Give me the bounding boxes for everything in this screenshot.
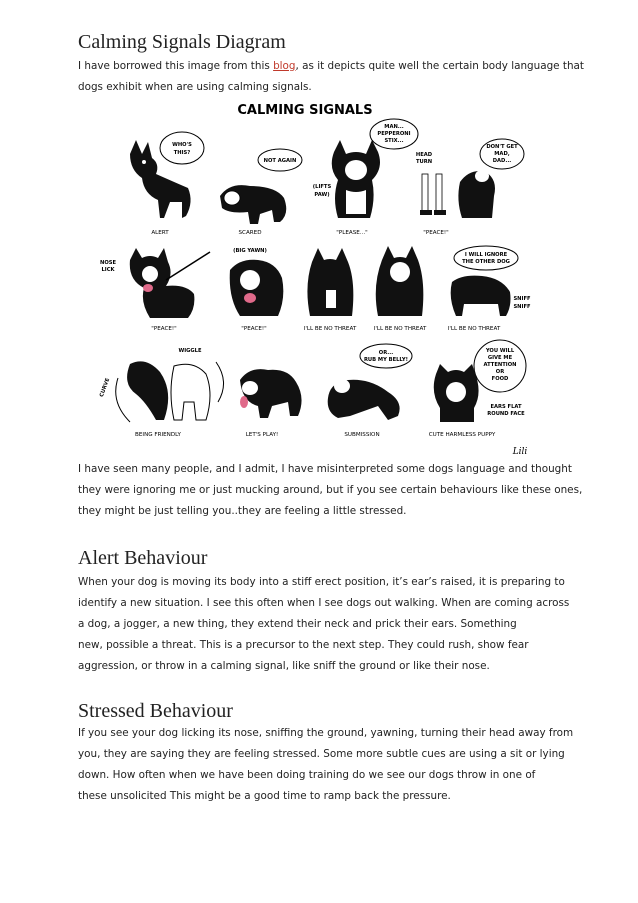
bubble-whos-this: [160, 132, 204, 164]
dogs-being-friendly: [116, 361, 224, 422]
caption-threat-1: I'LL BE NO THREAT: [303, 326, 357, 332]
paragraph-line: down. How often when we have been doing training do we see our dogs throw in one of: [78, 769, 536, 781]
bubble-dont-get-mad: [480, 139, 524, 169]
bubble-text: STIX...: [384, 138, 404, 144]
label-head: HEAD: [415, 152, 433, 158]
label-turn: TURN: [415, 159, 433, 165]
caption-threat-3: I'LL BE NO THREAT: [447, 326, 501, 332]
caption-puppy: CUTE HARMLESS PUPPY: [428, 432, 496, 438]
stress-intro-paragraph: [78, 459, 583, 522]
bubble-text: I WILL IGNORE: [464, 252, 508, 258]
bubble-text: OR: [495, 369, 505, 375]
paragraph-line: I have seen many people, and I admit, I have misinterpreted some dogs language and thought: [78, 463, 572, 475]
label-ears-flat: EARS FLAT: [490, 404, 522, 410]
caption-threat-2: I'LL BE NO THREAT: [373, 326, 427, 332]
blog-link[interactable]: blog: [273, 60, 296, 72]
calming-signals-illustration: [90, 102, 540, 464]
label-lifts: (LIFTS: [312, 184, 332, 190]
figure-title: CALMING SIGNALS: [237, 103, 373, 118]
paragraph-line: they were ignoring me or just mucking around, but if you see certain behaviours like these ones,: [78, 484, 583, 496]
paragraph-line: you, they are saying they are feeling stressed. Some more subtle cues are using a sit or lying: [78, 748, 565, 760]
dog-cute-puppy: [434, 364, 479, 422]
caption-play: LET'S PLAY!: [245, 432, 279, 438]
bubble-text: WHO'S: [172, 142, 192, 148]
dog-yawn: [230, 260, 284, 316]
artist-signature: Lili: [512, 447, 528, 457]
paragraph-line: aggression, or throw in a calming signal, like sniff the ground or like their nose.: [78, 660, 490, 672]
caption-peace-1: "PEACE!": [423, 230, 449, 236]
bubble-pepperoni: [370, 119, 418, 149]
label-nose: NOSE: [99, 260, 117, 266]
intro-paragraph: [78, 56, 584, 98]
caption-submission: SUBMISSION: [344, 432, 380, 438]
label-wiggle: WIGGLE: [178, 348, 202, 354]
bubble-text: THE OTHER DOG: [462, 259, 510, 265]
intro-text: I have borrowed this image from this: [78, 60, 274, 72]
bubble-text: ATTENTION: [483, 362, 517, 368]
bubble-text: DAD...: [492, 158, 512, 164]
bubble-text: PEPPERONI: [377, 131, 411, 137]
bubble-text: OR...: [378, 350, 394, 356]
bubble-text: DON'T GET: [486, 144, 518, 150]
dog-head-turn: [420, 170, 495, 218]
caption-scared: SCARED: [238, 230, 262, 236]
intro-line-2: dogs exhibit when are using calming signals.: [78, 81, 312, 93]
intro-text-cont: , as it depicts quite well the certain body language that: [295, 60, 584, 72]
paragraph-line: When your dog is moving its body into a stiff erect position, it’s ear’s raised, it is preparing to: [78, 576, 565, 588]
paragraph-line: new, possible a threat. This is a precursor to the next step. They could rush, show fear: [78, 639, 529, 651]
label-sniff-2: SNIFF: [513, 304, 531, 310]
label-curve: CURVE: [98, 377, 112, 398]
paragraph-line: they might be just telling you..they are feeling a little stressed.: [78, 505, 407, 517]
bubble-text: MAN...: [384, 124, 404, 130]
label-big-yawn: (BIG YAWN): [233, 248, 267, 254]
bubble-rub-my-belly: [360, 344, 412, 368]
caption-alert: ALERT: [151, 230, 169, 236]
bubble-not-again: [258, 149, 302, 171]
dog-submission: [328, 379, 400, 420]
bubble-text: GIVE ME: [487, 355, 513, 361]
paragraph-line: a dog, a jogger, a new thing, they extend their neck and prick their ears. Something: [78, 618, 517, 630]
stressed-paragraph: [78, 723, 574, 807]
bubble-ignore-other-dog: [454, 246, 518, 270]
alert-heading: Alert Behaviour: [78, 547, 208, 569]
bubble-text: MAD,: [494, 151, 510, 157]
label-round-face: ROUND FACE: [487, 411, 525, 417]
dog-back-turned-2: [376, 246, 424, 316]
label-paw: PAW): [314, 192, 330, 198]
label-sniff-1: SNIFF: [513, 296, 531, 302]
alert-paragraph: [78, 572, 568, 677]
dog-please: [332, 140, 380, 218]
label-lick: LICK: [101, 267, 115, 273]
dog-back-turned-1: [307, 248, 353, 316]
caption-please: "PLEASE...": [336, 230, 368, 236]
bubble-text: NOT AGAIN: [263, 158, 297, 164]
bubble-text: YOU WILL: [485, 348, 515, 354]
intro-line-1: [78, 56, 584, 77]
bubble-text: RUB MY BELLY!: [363, 357, 409, 363]
caption-friendly: BEING FRIENDLY: [135, 432, 181, 438]
caption-peace-2: "PEACE!": [151, 326, 177, 332]
paragraph-line: If you see your dog licking its nose, sniffing the ground, yawning, turning their head away from: [78, 727, 574, 739]
bubble-text: THIS?: [173, 150, 191, 156]
bubble-text: FOOD: [491, 376, 509, 382]
dog-nose-lick: [130, 248, 210, 318]
stressed-heading: Stressed Behaviour: [78, 700, 233, 722]
caption-peace-3: "PEACE!": [241, 326, 267, 332]
dog-sniff: [451, 276, 511, 316]
calming-signals-drawing: [90, 102, 540, 464]
dog-play-bow: [240, 369, 302, 418]
paragraph-line: these unsolicited This might be a good time to ramp back the pressure.: [78, 790, 451, 802]
paragraph-line: identify a new situation. I see this often when I see dogs out walking. When are coming across: [78, 597, 570, 609]
bubble-attention-or-food: [474, 340, 526, 392]
page-title: Calming Signals Diagram: [78, 31, 286, 53]
dog-scared: [220, 185, 286, 224]
